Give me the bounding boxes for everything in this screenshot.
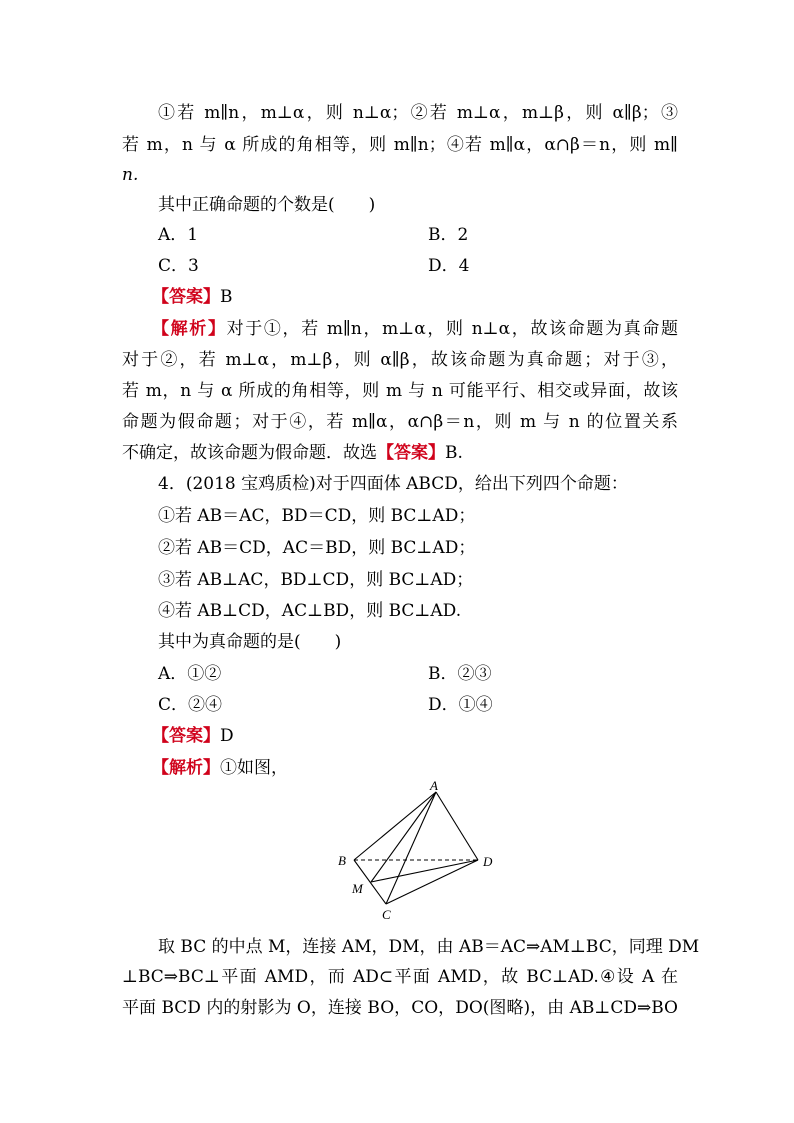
q3-option-a: A．1 [158, 225, 199, 245]
vertex-label-c: C [382, 907, 391, 922]
answer-label-q4: 【答案】 [152, 726, 220, 746]
edge-ac [386, 792, 436, 904]
q4-option-a: A．①② [158, 664, 222, 684]
q3-analysis-line-2: 对于②，若 m⊥α，m⊥β，则 α∥β，故该命题为真命题；对于③， [122, 350, 678, 370]
edge-ad [436, 792, 478, 860]
answer-label: 【答案】 [152, 287, 220, 307]
edge-cd [386, 860, 478, 904]
q3-analysis-line-5 [122, 442, 678, 464]
q3-analysis-line-4: 命题为假命题；对于④，若 m∥α，α∩β＝n，则 m 与 n 的位置关系 [122, 412, 678, 432]
q3-analysis-line-3: 若 m，n 与 α 所成的角相等，则 m 与 n 可能平行、相交或异面，故该 [122, 381, 678, 401]
analysis-label: 【解析】 [152, 319, 227, 339]
q3-option-b: B．2 [428, 225, 469, 245]
q4-analysis-line-3: ⊥BC⇒BC⊥平面 AMD，而 AD⊂平面 AMD，故 BC⊥AD.④设 A 在 [122, 967, 678, 987]
q3-option-d: D．4 [428, 256, 470, 276]
q3-analysis-text-1: 对于①，若 m∥n，m⊥α，则 n⊥α，故该命题为真命题 [226, 319, 679, 339]
q4-analysis-text-1: ①如图， [220, 758, 288, 778]
tetrahedron-figure [330, 778, 510, 923]
q4-analysis-line-1 [152, 757, 678, 779]
q4-analysis-line-4: 平面 BCD 内的射影为 O，连接 BO，CO，DO(图略)，由 AB⊥CD⇒BO [122, 998, 678, 1018]
q4-answer-value: D [220, 726, 234, 746]
q3-question: 其中正确命题的个数是( ) [158, 195, 376, 215]
q3-condition-line-3: n. [122, 165, 139, 185]
q3-analysis-text-5: 不确定，故该命题为假命题．故选 [122, 443, 377, 463]
q3-answer-value: B [220, 287, 233, 307]
q3-condition-line-1: ①若 m∥n，m⊥α，则 n⊥α；②若 m⊥α，m⊥β，则 α∥β；③ [158, 103, 678, 123]
q4-answer-line [152, 725, 678, 747]
q3-analysis-text-5b: B. [445, 443, 463, 463]
analysis-label-q4: 【解析】 [152, 758, 220, 778]
q4-proposition-1: ①若 AB＝AC，BD＝CD，则 BC⊥AD； [158, 506, 476, 526]
q4-proposition-4: ④若 AB⊥CD，AC⊥BD，则 BC⊥AD. [158, 601, 462, 621]
q3-analysis-line-1 [152, 318, 678, 340]
segment-am [371, 792, 436, 882]
vertex-label-d: D [483, 854, 493, 869]
q4-analysis-line-2: 取 BC 的中点 M，连接 AM，DM，由 AB＝AC⇒AM⊥BC，同理 DM [158, 937, 700, 957]
q3-option-c: C．3 [158, 256, 199, 276]
q3-answer-line [152, 286, 678, 308]
vertex-label-a: A [430, 778, 438, 793]
q4-stem: 4．(2018 宝鸡质检)对于四面体 ABCD，给出下列四个命题： [158, 474, 628, 494]
edge-ab [354, 792, 436, 860]
q4-option-b: B．②③ [428, 664, 492, 684]
q4-question: 其中为真命题的是( ) [158, 632, 342, 652]
q4-option-c: C．②④ [158, 695, 223, 715]
vertex-label-m: M [352, 881, 363, 896]
q3-condition-line-2: 若 m，n 与 α 所成的角相等，则 m∥n；④若 m∥α，α∩β＝n，则 m∥ [122, 135, 678, 155]
segment-md [371, 860, 478, 882]
q4-proposition-2: ②若 AB＝CD，AC＝BD，则 BC⊥AD； [158, 538, 476, 558]
answer-label-inline: 【答案】 [377, 443, 445, 463]
vertex-label-b: B [338, 853, 346, 868]
q4-option-d: D．①④ [428, 695, 493, 715]
q4-proposition-3: ③若 AB⊥AC，BD⊥CD，则 BC⊥AD； [158, 570, 474, 590]
